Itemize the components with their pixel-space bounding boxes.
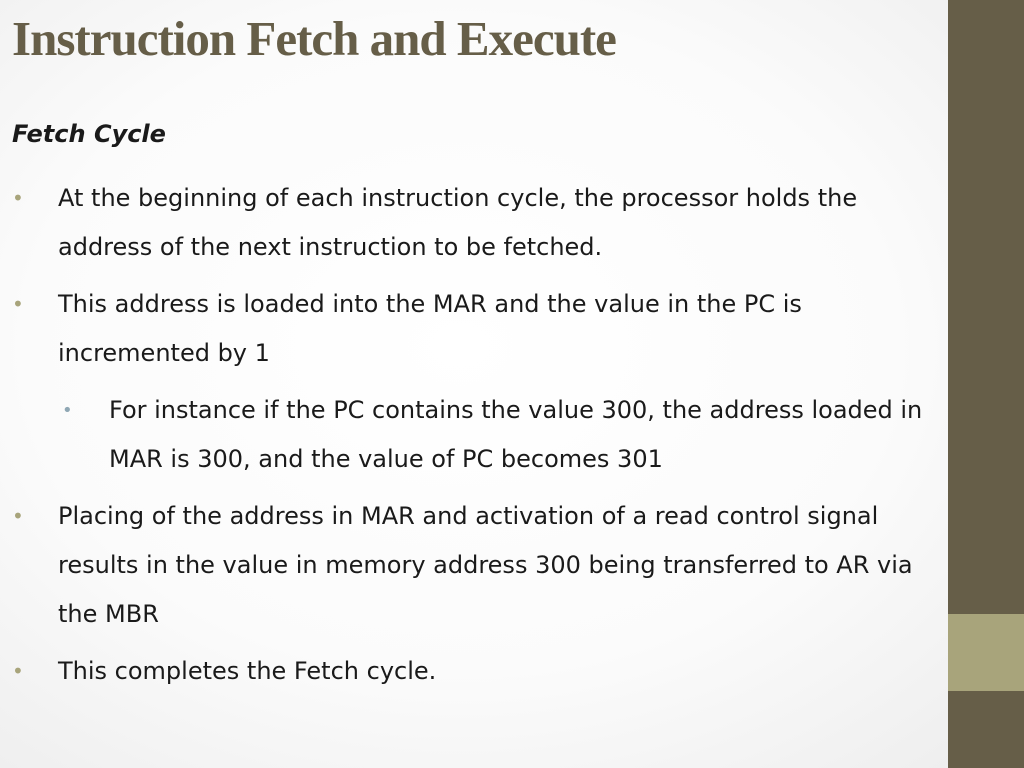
sub-bullet-text: For instance if the PC contains the value 300, the address loaded in MAR is 300, and the value of PC becomes 301 xyxy=(109,396,923,473)
bullet-item xyxy=(12,280,932,378)
slide-content xyxy=(12,112,932,704)
sub-bullet-item xyxy=(12,386,932,484)
sub-bullet-icon: • xyxy=(62,400,73,421)
bullet-icon: • xyxy=(12,504,24,528)
bullet-text: This completes the Fetch cycle. xyxy=(58,657,437,685)
bullet-text: At the beginning of each instruction cycle, the processor holds the address of the next instruction to be fetched. xyxy=(58,184,858,261)
bullet-item xyxy=(12,647,932,696)
bullet-icon: • xyxy=(12,659,24,683)
sidebar-accent-block xyxy=(948,614,1024,691)
bullet-item xyxy=(12,492,932,639)
bullet-text: This address is loaded into the MAR and the value in the PC is incremented by 1 xyxy=(58,290,802,367)
slide-title: Instruction Fetch and Execute xyxy=(12,11,616,66)
subheading: Fetch Cycle xyxy=(12,120,166,148)
bullet-item xyxy=(12,174,932,272)
bullet-text: Placing of the address in MAR and activation of a read control signal results in the value in memory address 300 being transferred to AR via the MBR xyxy=(58,502,913,628)
bullet-icon: • xyxy=(12,292,24,316)
bullet-icon: • xyxy=(12,186,24,210)
